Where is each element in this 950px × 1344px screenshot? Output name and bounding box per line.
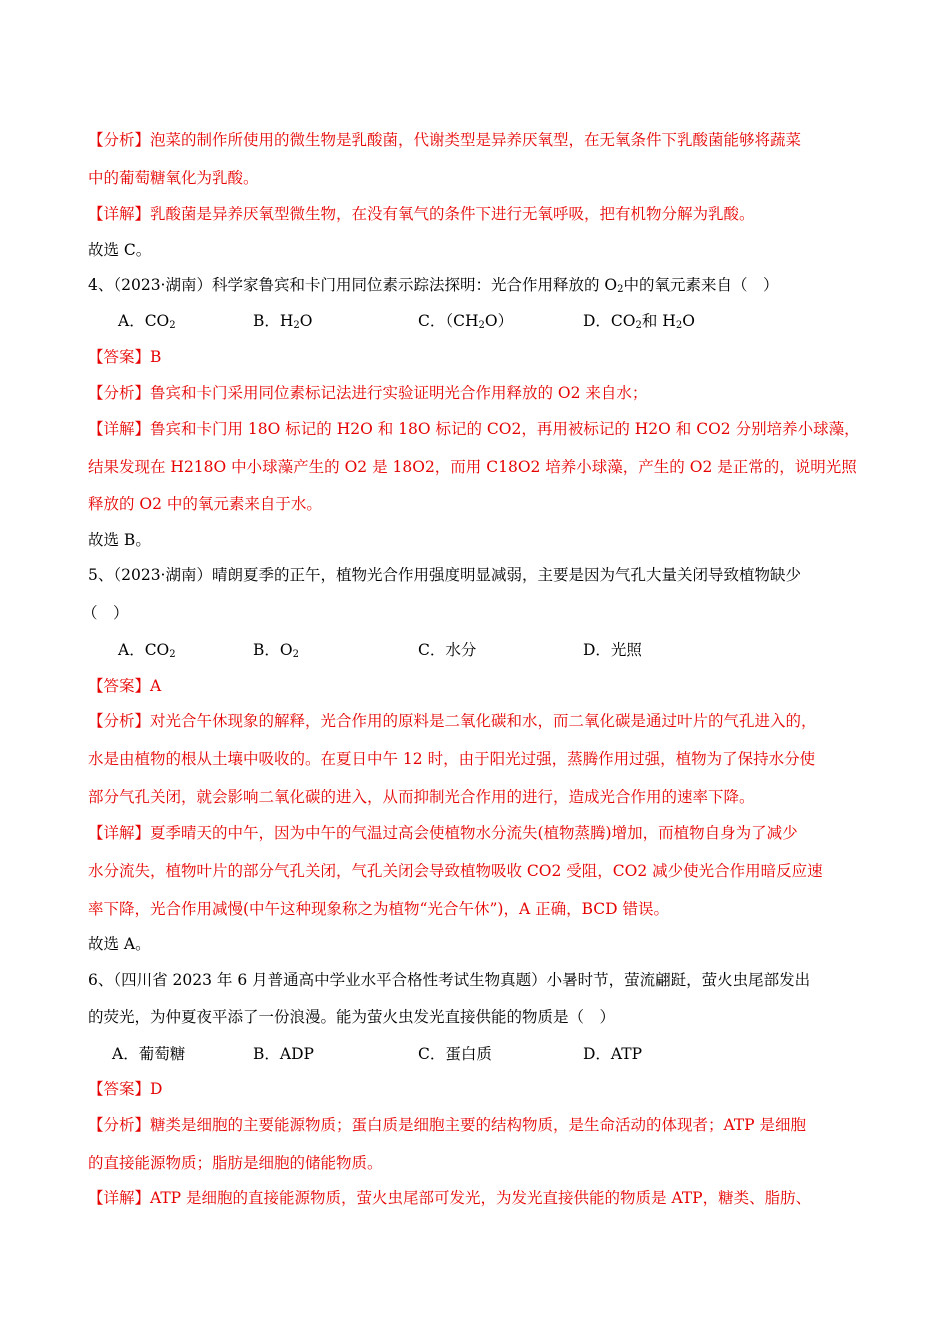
q5-answer: 【答案】A <box>88 677 162 695</box>
q5-option-d: D．光照 <box>583 641 642 659</box>
q3-analysis-line-2: 中的葡萄糖氧化为乳酸。 <box>88 169 259 187</box>
q5-analysis-line-1: 【分析】对光合午休现象的解释，光合作用的原料是二氧化碳和水，而二氧化碳是通过叶片的气孔进入的， <box>88 712 817 730</box>
q6-detail-line-1: 【详解】ATP 是细胞的直接能源物质，萤火虫尾部可发光，为发光直接供能的物质是 ATP，糖类、脂肪、 <box>88 1189 812 1207</box>
q4-option-c: C．$(CH_2O)$ <box>418 312 514 331</box>
q3-detail-line-1: 【详解】乳酸菌是异养厌氧型微生物，在没有氧气的条件下进行无氧呼吸，把有机物分解为乳酸。 <box>88 205 755 223</box>
q4-detail-line-3: 释放的 O2 中的氧元素来自于水。 <box>88 495 322 513</box>
q4-conclusion: 故选 B。 <box>88 531 151 549</box>
q4-detail-line-2: 结果发现在 H218O 中小球藻产生的 O2 是 18O2，而用 C18O2 培养小球藻，产生的 O2 是正常的，说明光照 <box>88 458 857 476</box>
q5-analysis-line-3: 部分气孔关闭，就会影响二氧化碳的进入，从而抑制光合作用的进行，造成光合作用的速率下降。 <box>88 788 755 806</box>
q5-analysis-line-2: 水是由植物的根从土壤中吸收的。在夏日中午 12 时，由于阳光过强，蒸腾作用过强，植物为了保持水分使 <box>88 750 816 768</box>
q6-option-b: B．ADP <box>253 1045 314 1063</box>
q4-detail-line-1: 【详解】鲁宾和卡门用 18O 标记的 H2O 和 18O 标记的 CO2，再用被标记的 H2O 和 CO2 分别培养小球藻， <box>88 420 860 438</box>
q5-detail-line-3: 率下降，光合作用减慢(中午这种现象称之为植物“光合午休”)，A 正确，BCD 错误。 <box>88 900 669 918</box>
q4-analysis-line-1: 【分析】鲁宾和卡门采用同位素标记法进行实验证明光合作用释放的 O2 来自水； <box>88 384 648 402</box>
q5-detail-line-2: 水分流失，植物叶片的部分气孔关闭，气孔关闭会导致植物吸收 CO2 受阻，CO2 减少使光合作用暗反应速 <box>88 862 823 880</box>
q5-stem-line-2: （ ） <box>82 604 129 622</box>
q6-analysis-line-2: 的直接能源物质；脂肪是细胞的储能物质。 <box>88 1154 383 1172</box>
q6-option-a: A．葡萄糖 <box>112 1045 186 1063</box>
q5-stem-line-1: 5、（2023·湖南）晴朗夏季的正午，植物光合作用强度明显减弱，主要是因为气孔大量关闭导致植物缺少 <box>88 566 801 584</box>
q5-option-c: C．水分 <box>418 641 477 659</box>
q6-stem-line-2: 的荧光，为仲夏夜平添了一份浪漫。能为萤火虫发光直接供能的物质是（ ） <box>88 1008 616 1026</box>
q3-analysis-line-1: 【分析】泡菜的制作所使用的微生物是乳酸菌，代谢类型是异养厌氧型，在无氧条件下乳酸菌能够将蔬菜 <box>88 131 802 149</box>
q5-detail-line-1: 【详解】夏季晴天的中午，因为中午的气温过高会使植物水分流失(植物蒸腾)增加，而植物自身为了减少 <box>88 824 798 842</box>
q4-option-b: B．$H_2O$ <box>253 312 313 331</box>
q6-answer: 【答案】D <box>88 1080 163 1098</box>
q5-option-b: B．$O_2$ <box>253 641 299 660</box>
q5-option-a: A．$CO_2$ <box>118 641 176 660</box>
q4-answer: 【答案】B <box>88 348 162 366</box>
q4-option-a: A．$CO_2$ <box>118 312 176 331</box>
q3-conclusion: 故选 C。 <box>88 241 152 259</box>
q6-stem-line-1: 6、（四川省 2023 年 6 月普通高中学业水平合格性考试生物真题）小暑时节，萤流翩跹，萤火虫尾部发出 <box>88 971 811 989</box>
q4-option-d: D．$CO_2$和 $H_2O$ <box>583 312 695 331</box>
q6-option-d: D．ATP <box>583 1045 643 1063</box>
q5-conclusion: 故选 A。 <box>88 935 151 953</box>
q4-stem: 4、（2023·湖南）科学家鲁宾和卡门用同位素示踪法探明：光合作用释放的 $O_2$中的氧元素来自（ ） <box>88 276 779 295</box>
q6-option-c: C．蛋白质 <box>418 1045 492 1063</box>
q6-analysis-line-1: 【分析】糖类是细胞的主要能源物质；蛋白质是细胞主要的结构物质，是生命活动的体现者；ATP 是细胞 <box>88 1116 807 1134</box>
